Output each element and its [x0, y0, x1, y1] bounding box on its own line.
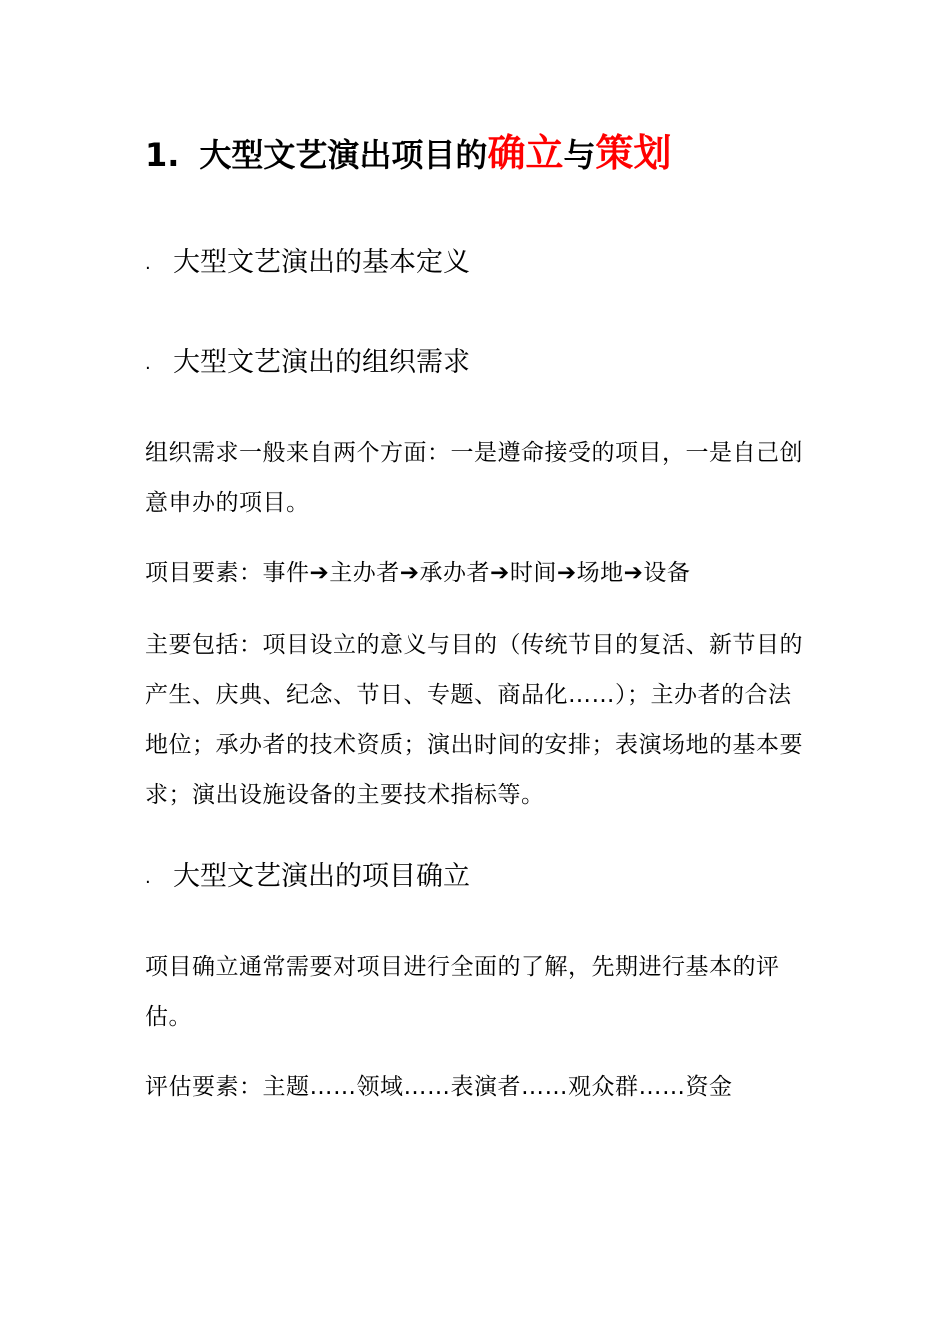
bullet-marker: .: [145, 866, 151, 888]
section-heading-text: 大型文艺演出的基本定义: [173, 247, 470, 278]
title-number: 1.: [145, 136, 180, 174]
section-heading-text: 大型文艺演出的项目确立: [173, 861, 470, 892]
paragraph-project-elements: 项目要素：事件➔主办者➔承办者➔时间➔场地➔设备: [145, 560, 691, 586]
page-title: [145, 125, 671, 183]
section-heading-demand: [145, 343, 470, 384]
section-heading-definition: [145, 243, 470, 284]
bullet-marker: .: [145, 352, 151, 374]
title-text-part1: 大型文艺演出项目的: [199, 136, 488, 174]
title-highlight-planning: 策划: [595, 131, 672, 175]
paragraph-establish: 项目确立通常需要对项目进行全面的了解，先期进行基本的评估。: [145, 954, 780, 1030]
paragraph-eval-elements: 评估要素：主题……领域……表演者……观众群……资金: [145, 1074, 733, 1100]
title-highlight-establish: 确立: [487, 131, 564, 175]
paragraph-main-includes: 主要包括：项目设立的意义与目的（传统节目的复活、新节目的产生、庆典、纪念、节日、专题、商品化……）；主办者的合法地位；承办者的技术资质；演出时间的安排；表演场地的基本要求；演出设施设备的主要技术指标等。: [145, 632, 803, 808]
section-heading-establish: [145, 857, 470, 898]
section-heading-text: 大型文艺演出的组织需求: [173, 347, 470, 378]
paragraph-demand-source: 组织需求一般来自两个方面：一是遵命接受的项目，一是自己创意申办的项目。: [145, 440, 803, 516]
title-text-part2: 与: [563, 136, 596, 174]
bullet-marker: .: [145, 252, 151, 274]
